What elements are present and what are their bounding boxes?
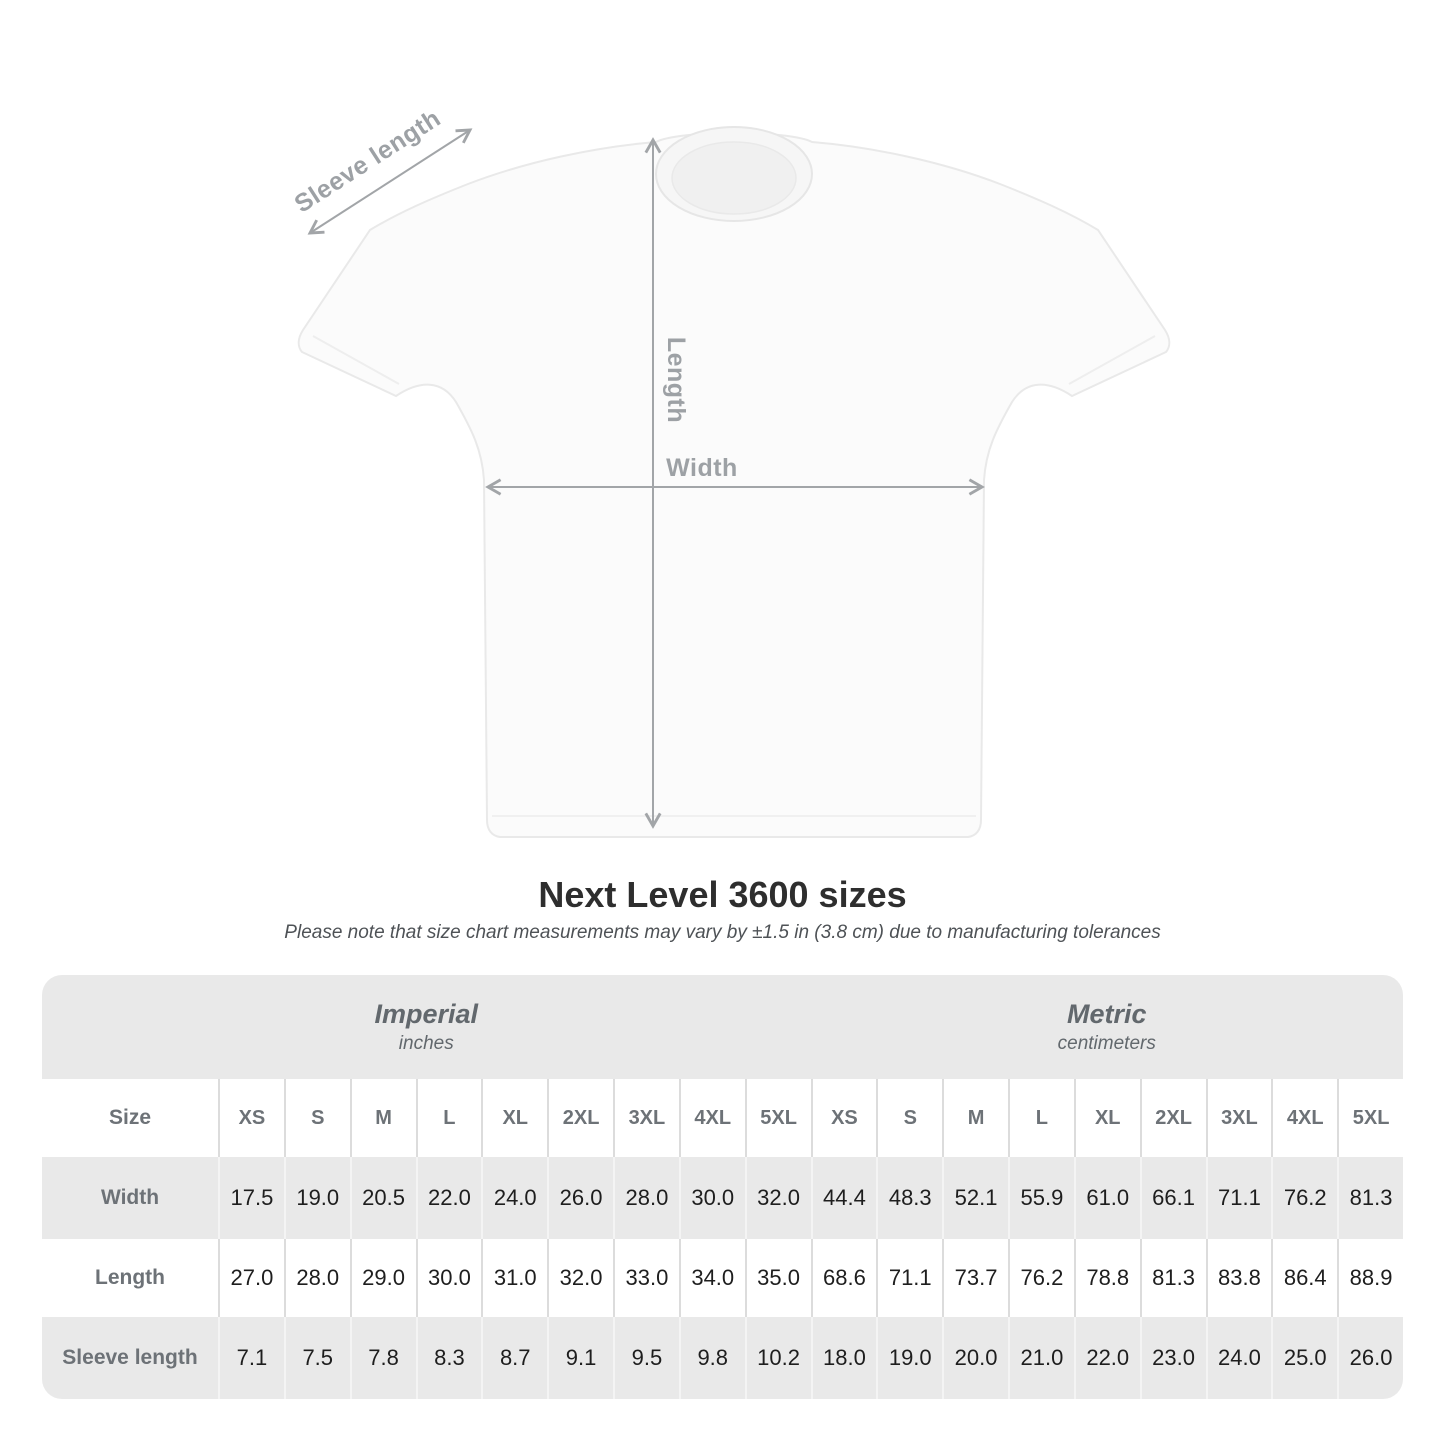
table-cell: 21.0 (1008, 1317, 1074, 1399)
width-label: Width (666, 454, 738, 482)
table-cell: 30.0 (416, 1239, 482, 1317)
sleeve-length-label: Sleeve length (289, 104, 446, 219)
table-cell: 9.5 (613, 1317, 679, 1399)
table-cell: 26.0 (547, 1157, 613, 1239)
table-cell: 44.4 (811, 1157, 877, 1239)
size-col-header: 3XL (613, 1079, 679, 1157)
table-cell: 78.8 (1074, 1239, 1140, 1317)
size-col-header: XS (218, 1079, 284, 1157)
table-cell: 9.1 (547, 1317, 613, 1399)
table-cell: 25.0 (1271, 1317, 1337, 1399)
row-label: Width (42, 1157, 218, 1239)
size-col-header: S (876, 1079, 942, 1157)
imperial-section-header (42, 975, 811, 1079)
table-cell: 71.1 (1206, 1157, 1272, 1239)
table-cell: 55.9 (1008, 1157, 1074, 1239)
size-corner-label: Size (108, 1106, 152, 1129)
section-unit: inches (398, 1033, 454, 1054)
size-table-grid (42, 975, 1403, 1399)
size-col-header: XL (481, 1079, 547, 1157)
size-col-header: 4XL (679, 1079, 745, 1157)
table-cell: 17.5 (218, 1157, 284, 1239)
size-col-header: 2XL (1140, 1079, 1206, 1157)
table-cell: 88.9 (1337, 1239, 1403, 1317)
table-cell: 48.3 (876, 1157, 942, 1239)
section-heading: Metric (1066, 999, 1147, 1029)
table-cell: 22.0 (1074, 1317, 1140, 1399)
collar-opening (672, 142, 796, 214)
table-cell: 28.0 (284, 1239, 350, 1317)
size-col-header: XL (1074, 1079, 1140, 1157)
table-cell: 7.8 (350, 1317, 416, 1399)
table-cell: 29.0 (350, 1239, 416, 1317)
table-cell: 81.3 (1140, 1239, 1206, 1317)
page-title: Next Level 3600 sizes (538, 874, 907, 915)
table-cell: 76.2 (1271, 1157, 1337, 1239)
row-label: Sleeve length (42, 1317, 218, 1399)
table-cell: 30.0 (679, 1157, 745, 1239)
table-cell: 26.0 (1337, 1317, 1403, 1399)
table-cell: 71.1 (876, 1239, 942, 1317)
table-cell: 33.0 (613, 1239, 679, 1317)
size-col-header: L (1008, 1079, 1074, 1157)
table-cell: 73.7 (942, 1239, 1008, 1317)
table-cell: 18.0 (811, 1317, 877, 1399)
table-cell: 32.0 (547, 1239, 613, 1317)
size-col-header: M (942, 1079, 1008, 1157)
table-cell: 19.0 (284, 1157, 350, 1239)
table-cell: 28.0 (613, 1157, 679, 1239)
metric-section-header (811, 975, 1404, 1079)
table-cell: 10.2 (745, 1317, 811, 1399)
table-cell: 66.1 (1140, 1157, 1206, 1239)
section-heading: Imperial (374, 999, 479, 1029)
table-cell: 86.4 (1271, 1239, 1337, 1317)
table-cell: 61.0 (1074, 1157, 1140, 1239)
table-cell: 32.0 (745, 1157, 811, 1239)
table-cell: 24.0 (1206, 1317, 1272, 1399)
size-col-header: 5XL (745, 1079, 811, 1157)
table-cell: 9.8 (679, 1317, 745, 1399)
size-col-header: 5XL (1337, 1079, 1403, 1157)
table-cell: 20.5 (350, 1157, 416, 1239)
table-cell: 68.6 (811, 1239, 877, 1317)
table-cell: 8.7 (481, 1317, 547, 1399)
table-cell: 24.0 (481, 1157, 547, 1239)
row-label: Length (95, 1266, 165, 1289)
table-cell: 8.3 (416, 1317, 482, 1399)
table-cell: 52.1 (942, 1157, 1008, 1239)
table-cell: 31.0 (481, 1239, 547, 1317)
size-col-header: M (350, 1079, 416, 1157)
tolerance-note: Please note that size chart measurements may vary by ±1.5 in (3.8 cm) due to manufacturing tolerances (284, 922, 1161, 943)
size-col-header: L (416, 1079, 482, 1157)
tshirt-silhouette (299, 133, 1170, 837)
size-col-header: XS (811, 1079, 877, 1157)
length-label: Length (662, 336, 690, 424)
table-cell: 76.2 (1008, 1239, 1074, 1317)
size-col-header: 4XL (1271, 1079, 1337, 1157)
table-cell: 27.0 (218, 1239, 284, 1317)
table-cell: 81.3 (1337, 1157, 1403, 1239)
table-cell: 34.0 (679, 1239, 745, 1317)
table-cell: 35.0 (745, 1239, 811, 1317)
table-cell: 20.0 (942, 1317, 1008, 1399)
table-cell: 19.0 (876, 1317, 942, 1399)
size-col-header: 2XL (547, 1079, 613, 1157)
table-cell: 83.8 (1206, 1239, 1272, 1317)
table-cell: 23.0 (1140, 1317, 1206, 1399)
size-col-header: S (284, 1079, 350, 1157)
table-cell: 7.5 (284, 1317, 350, 1399)
table-cell: 7.1 (218, 1317, 284, 1399)
table-cell: 22.0 (416, 1157, 482, 1239)
size-col-header: 3XL (1206, 1079, 1272, 1157)
section-unit: centimeters (1057, 1033, 1156, 1054)
